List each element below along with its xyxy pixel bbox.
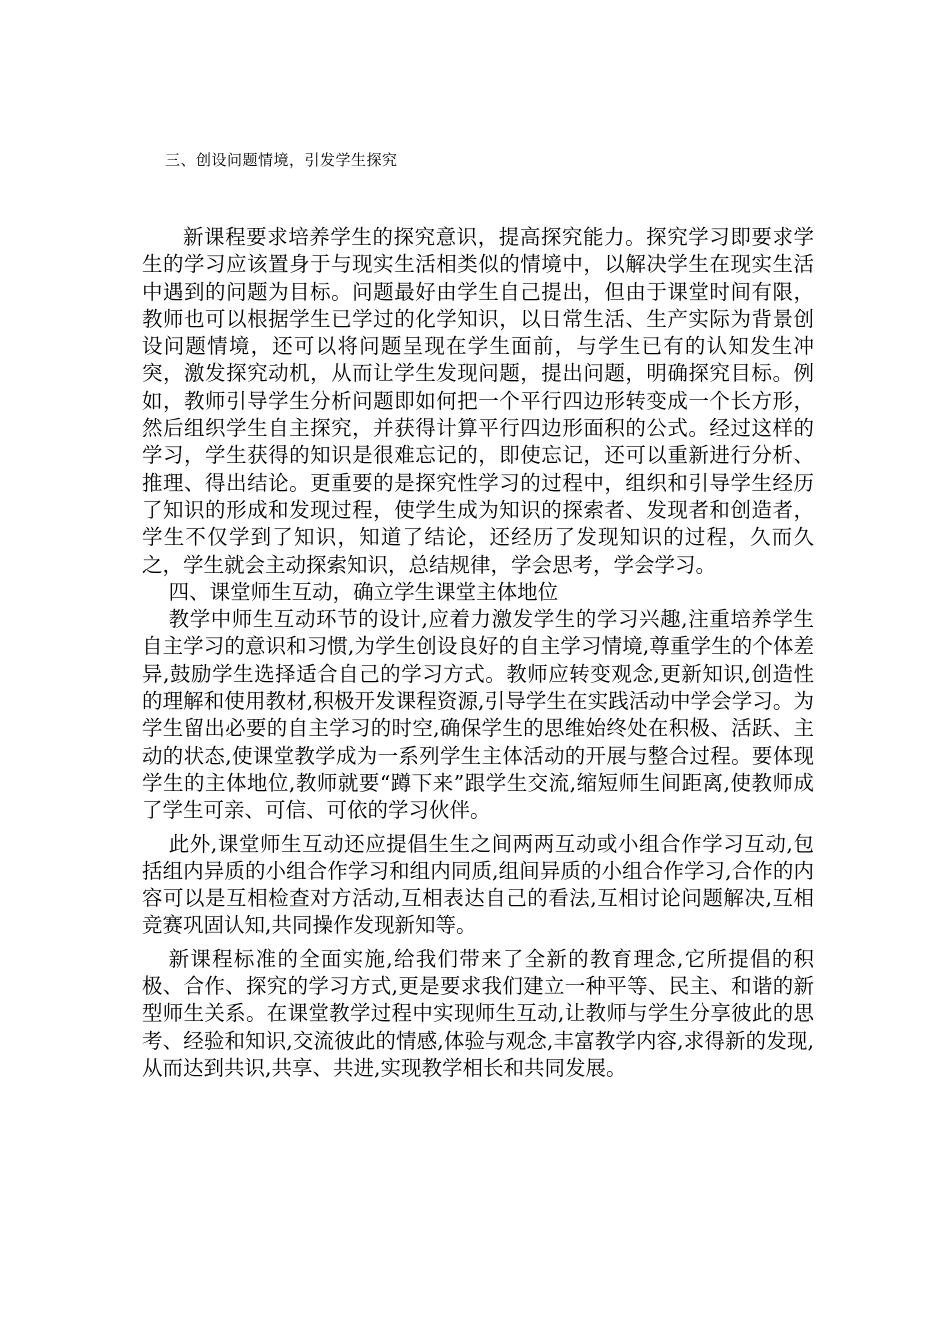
paragraph-conclusion: 新课程标准的全面实施,给我们带来了全新的教育理念,它所提倡的积极、合作、探究的学习方式,更是要求我们建立一种平等、民主、和谐的新型师生关系。在课堂教学过程中实现师生互动,让教师与学生分享彼此的思考、经验和知识,交流彼此的情感,体验与观念,丰富教学内容,求得新的发现,从而达到共识,共享、共进,实现教学相长和共同发展。	[142, 946, 814, 1080]
section-3-heading: 三、创设问题情境，引发学生探究	[165, 151, 398, 169]
section-4-heading: 四、课堂师生互动，确立学生课堂主体地位	[168, 579, 559, 604]
paragraph-interaction-design: 教学中师生互动环节的设计,应着力激发学生的学习兴趣,注重培养学生自主学习的意识和习惯,为学生创设良好的自主学习情境,尊重学生的个体差异,鼓励学生选择适合自己的学习方式。教师应转变观念,更新知识,创造性的理解和使用教材,积极开发课程资源,引导学生在实践活动中学会学习。为学生留出必要的自主学习的时空,确保学生的思维始终处在积极、活跃、主动的状态,使课堂教学成为一系列学生主体活动的开展与整合过程。要体现学生的主体地位,教师就要“蹲下来”跟学生交流,缩短师生间距离,使教师成了学生可亲、可信、可依的学习伙伴。	[142, 607, 814, 823]
paragraph-peer-interaction: 此外,课堂师生互动还应提倡生生之间两两互动或小组合作学习互动,包括组内异质的小组合作学习和组内同质,组间异质的小组合作学习,合作的内容可以是互相检查对方活动,互相表达自己的看法,互相讨论问题解决,互相竞赛巩固认知,共同操作发现新知等。	[142, 831, 814, 938]
document-body	[142, 224, 814, 1082]
paragraph-inquiry: 新课程要求培养学生的探究意识，提高探究能力。探究学习即要求学生的学习应该置身于与现实生活相类似的情境中，以解决学生在现实生活中遇到的问题为目标。问题最好由学生自己提出，但由于课堂时间有限，教师也可以根据学生已学过的化学知识，以日常生活、生产实际为背景创设问题情境，还可以将问题呈现在学生面前，与学生已有的认知发生冲突，激发探究动机，从而让学生发现问题，提出问题，明确探究目标。例如，教师引导学生分析问题即如何把一个平行四边形转变成一个长方形，然后组织学生自主探究，并获得计算平行四边形面积的公式。经过这样的学习，学生获得的知识是很难忘记的，即使忘记，还可以重新进行分析、推理、得出结论。更重要的是探究性学习的过程中，组织和引导学生经历了知识的形成和发现过程，使学生成为知识的探索者、发现者和创造者，学生不仅学到了知识，知道了结论，还经历了发现知识的过程，久而久之，学生就会主动探索知识，总结规律，学会思考，学会学习。	[142, 225, 814, 577]
